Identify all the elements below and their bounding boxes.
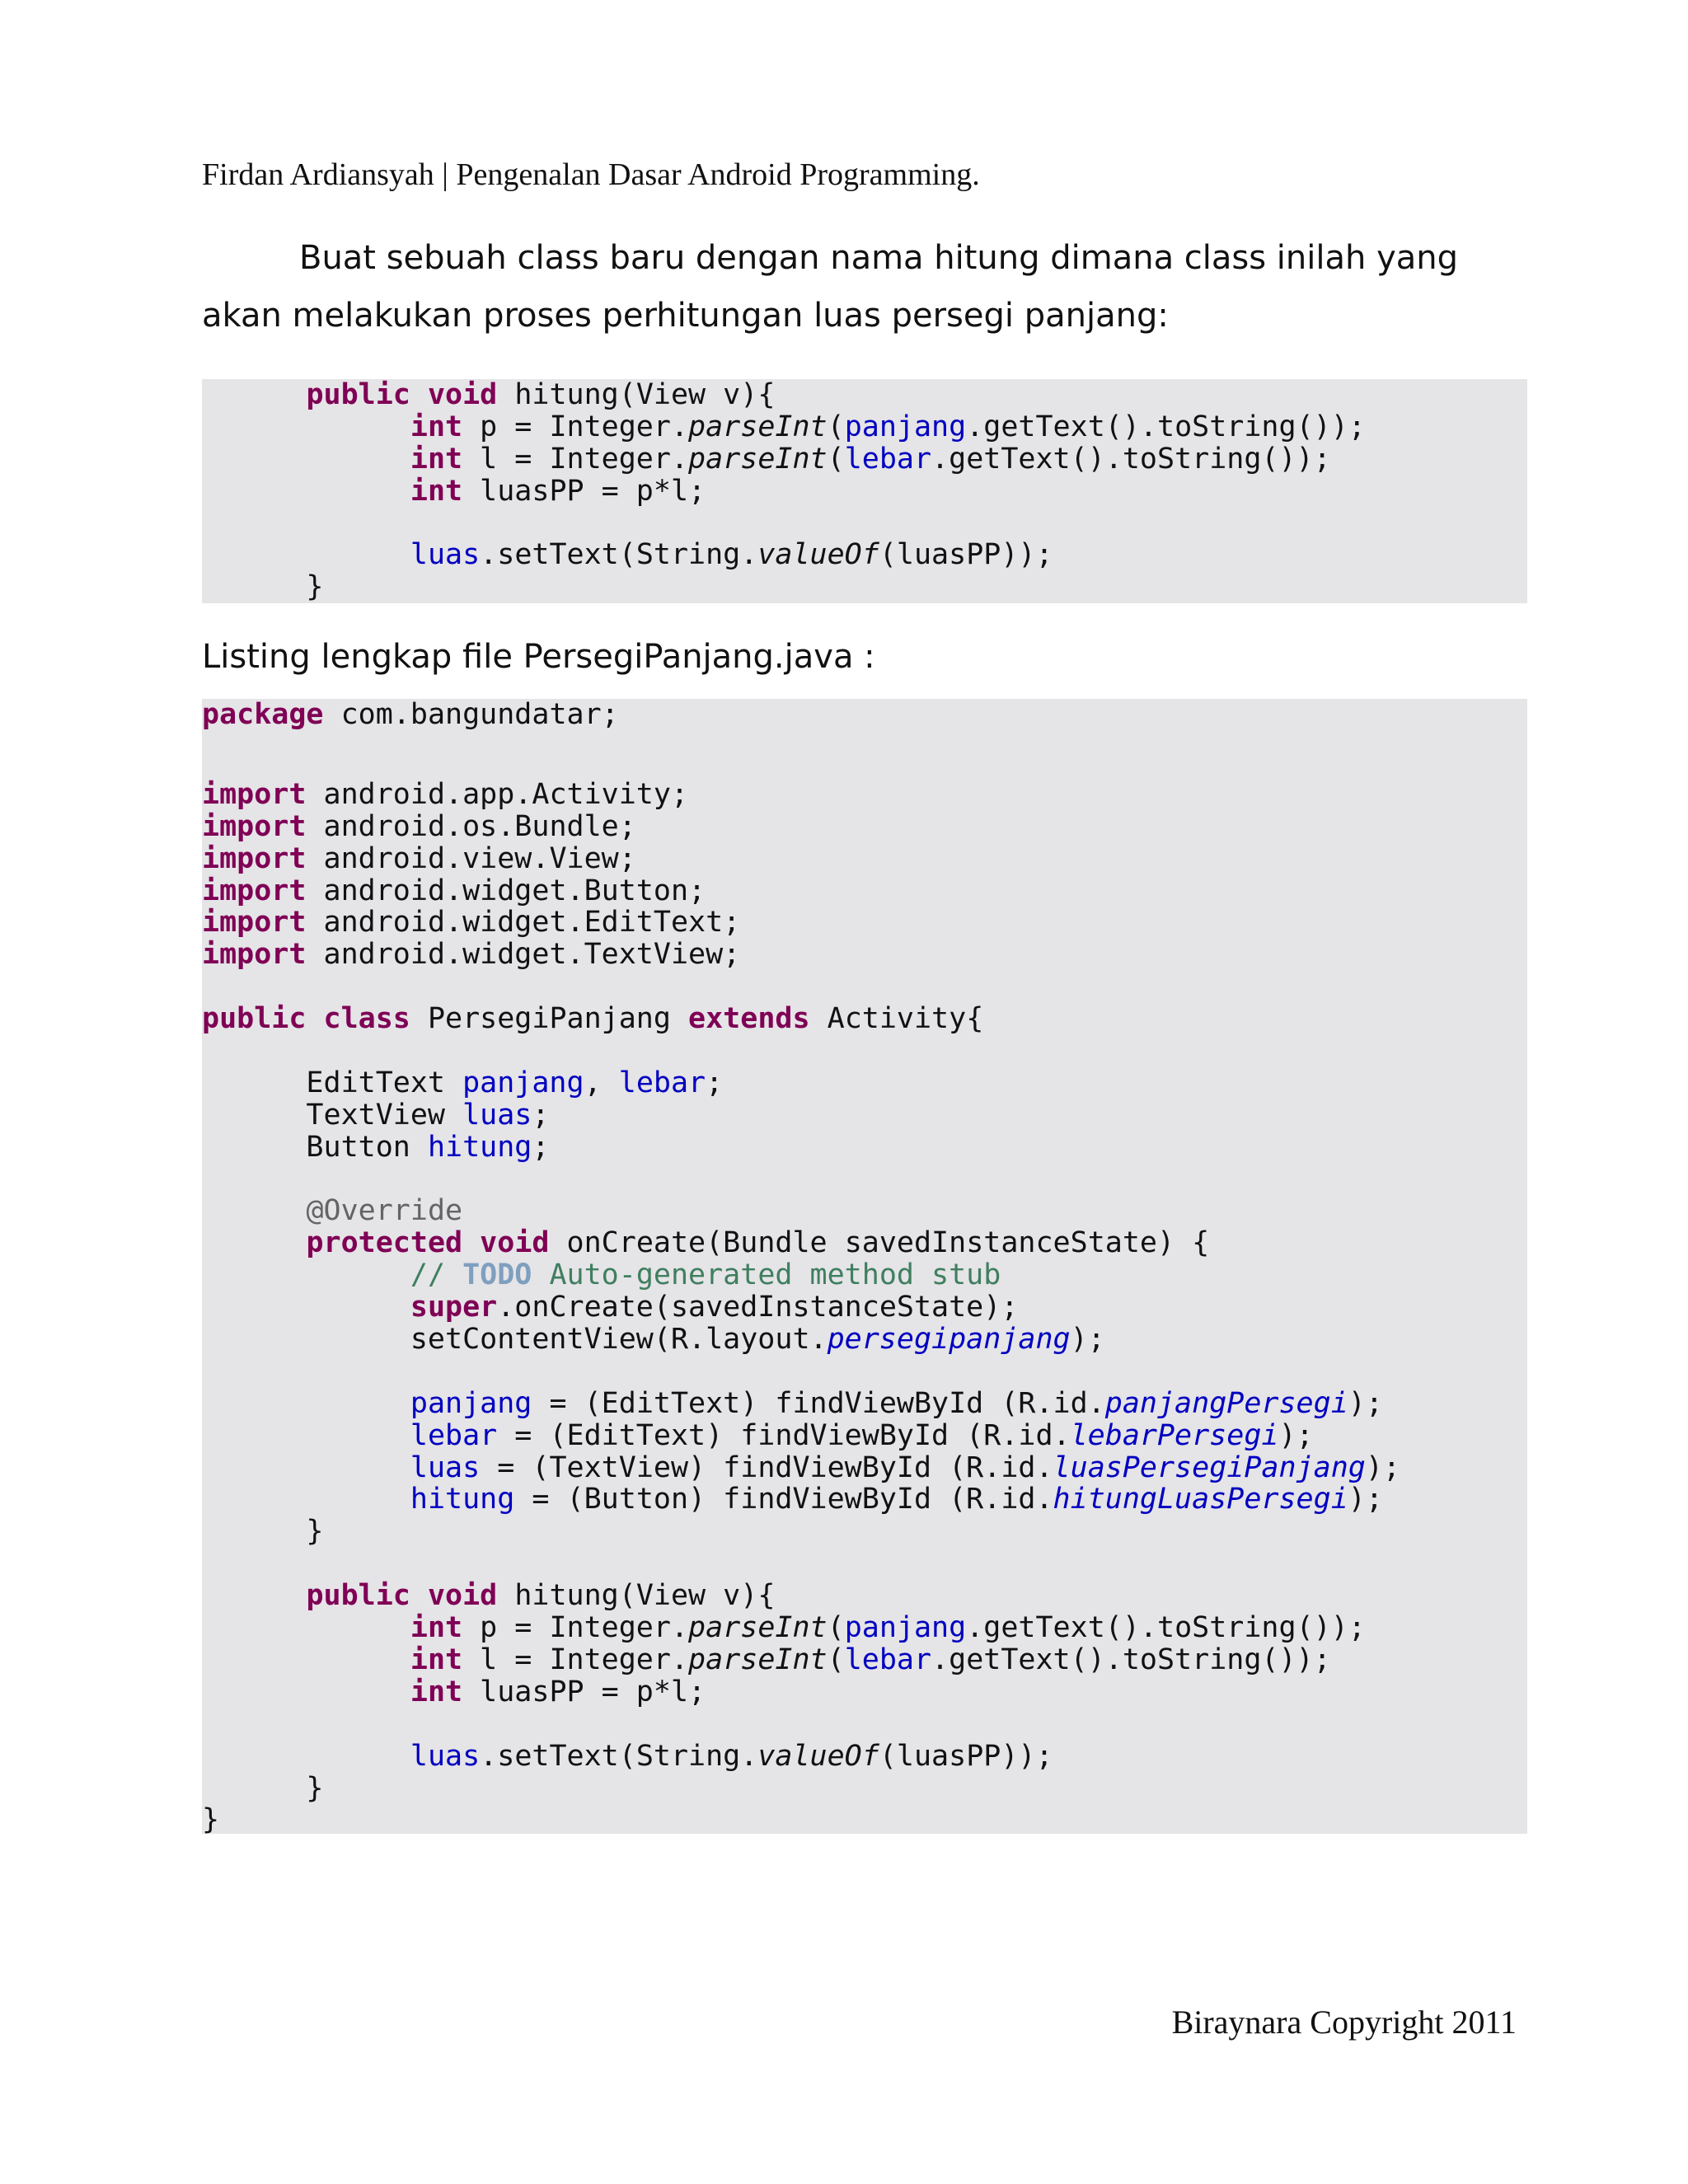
code-token: luasPP = p*l;	[462, 474, 706, 508]
code-token: }	[202, 1771, 324, 1805]
code-token: ;	[532, 1098, 550, 1132]
code-line	[202, 875, 1527, 907]
code-token: (	[827, 1643, 845, 1676]
code-token: .getText().toString());	[966, 410, 1366, 443]
code-token	[202, 1194, 306, 1227]
code-token: hitung	[427, 1130, 532, 1164]
code-token	[202, 475, 410, 508]
code-token: hitung(View v){	[497, 378, 776, 411]
code-line	[202, 379, 1527, 411]
code-line	[202, 1132, 1527, 1164]
code-line	[202, 476, 1527, 508]
code-line	[202, 779, 1527, 811]
code-token: }	[202, 570, 324, 604]
code-token: void	[427, 1579, 498, 1613]
code-token	[202, 443, 410, 476]
code-token: ;	[532, 1130, 550, 1164]
code-token: = (TextView) findViewById (R.id.	[480, 1451, 1053, 1484]
code-token: import	[202, 777, 307, 811]
code-token	[202, 1387, 410, 1420]
code-token: = (Button) findViewById (R.id.	[514, 1483, 1053, 1516]
code-token: persegipanjang	[827, 1323, 1071, 1357]
code-token: );	[1278, 1418, 1314, 1452]
code-line	[202, 1195, 1527, 1227]
code-token: lebarPersegi	[1070, 1418, 1279, 1452]
code-token: (	[827, 442, 845, 476]
code-line	[202, 1580, 1527, 1612]
code-token: }	[202, 1515, 324, 1549]
code-token: valueOf	[757, 1739, 879, 1773]
code-token: (	[827, 1611, 845, 1645]
code-line	[202, 1067, 1527, 1099]
code-line	[202, 1164, 1527, 1196]
code-token: import	[202, 938, 307, 972]
code-token: package	[202, 698, 324, 731]
code-token: super	[410, 1291, 498, 1324]
code-token	[462, 1226, 480, 1259]
code-token: public	[306, 1579, 410, 1613]
code-token: import	[202, 809, 307, 843]
code-line	[202, 1741, 1527, 1773]
code-token: ;	[706, 1066, 724, 1099]
code-token	[410, 1579, 428, 1612]
code-line	[202, 1388, 1527, 1420]
code-token: public	[306, 378, 410, 411]
code-token: TODO	[462, 1258, 532, 1292]
code-token: hitung	[410, 1483, 515, 1516]
code-line	[202, 1516, 1527, 1548]
code-token: void	[480, 1226, 550, 1260]
code-token: .onCreate(savedInstanceState);	[497, 1291, 1019, 1324]
code-line	[202, 1612, 1527, 1644]
code-token: .getText().toString());	[931, 442, 1331, 476]
code-token: int	[410, 410, 463, 443]
code-token: (luasPP));	[879, 538, 1053, 572]
code-token: android.view.View;	[306, 841, 636, 875]
code-token: PersegiPanjang	[410, 1002, 689, 1036]
code-token: );	[1348, 1483, 1383, 1516]
code-line	[202, 1227, 1527, 1259]
code-token	[202, 1483, 410, 1516]
listing-title: Listing lengkap file PersegiPanjang.java :	[202, 638, 875, 676]
code-token	[202, 538, 410, 571]
code-token: (luasPP));	[879, 1739, 1053, 1773]
code-line	[202, 971, 1527, 1003]
code-token: );	[1365, 1451, 1400, 1484]
code-token: android.app.Activity;	[306, 777, 689, 811]
code-token: import	[202, 841, 307, 875]
code-line	[202, 411, 1527, 443]
code-line	[202, 1324, 1527, 1356]
code-token: luas	[410, 1739, 481, 1773]
code-token	[202, 1643, 410, 1676]
code-token: TextView	[202, 1098, 463, 1132]
code-token: public	[202, 1002, 307, 1036]
code-token: //	[410, 1258, 463, 1292]
code-token: );	[1070, 1323, 1105, 1357]
code-token: protected	[306, 1226, 463, 1260]
code-token: import	[202, 906, 307, 940]
code-token: = (EditText) findViewById (R.id.	[497, 1418, 1071, 1452]
code-line	[202, 443, 1527, 476]
code-token: p = Integer.	[462, 410, 689, 443]
code-token: @Override	[306, 1194, 463, 1228]
code-token: luas	[410, 1451, 481, 1484]
code-token: int	[410, 1611, 463, 1645]
code-line	[202, 939, 1527, 971]
code-line	[202, 811, 1527, 843]
code-token: l = Integer.	[462, 1643, 689, 1676]
code-token: extends	[688, 1002, 810, 1036]
code-token: p = Integer.	[462, 1611, 689, 1645]
code-token	[202, 1451, 410, 1484]
code-token: setContentView(R.layout.	[202, 1323, 828, 1357]
code-token: onCreate(Bundle savedInstanceState) {	[549, 1226, 1210, 1260]
code-token	[202, 1291, 410, 1324]
code-token: int	[410, 474, 463, 508]
code-token: android.widget.Button;	[306, 874, 706, 907]
code-token: }	[202, 1803, 220, 1837]
code-token	[202, 410, 410, 443]
code-token: panjang	[462, 1066, 584, 1099]
code-token	[410, 378, 428, 411]
code-snippet-hitung	[202, 379, 1527, 603]
code-line	[202, 1003, 1527, 1035]
code-token: .setText(String.	[480, 1739, 758, 1773]
code-line	[202, 508, 1527, 540]
code-token	[202, 1579, 306, 1612]
code-line	[202, 1035, 1527, 1067]
code-token: panjang	[844, 410, 967, 443]
code-token: lebar	[844, 442, 932, 476]
code-token: import	[202, 874, 307, 907]
code-token: android.widget.TextView;	[306, 938, 741, 972]
code-token: );	[1348, 1386, 1383, 1420]
code-line	[202, 1644, 1527, 1676]
code-token	[202, 1675, 410, 1708]
code-listing-full	[202, 698, 1527, 1837]
intro-paragraph: Buat sebuah class baru dengan nama hitung dimana class inilah yang akan melakukan proses perhitungan luas persegi panjang:	[202, 239, 1458, 335]
code-token: EditText	[202, 1066, 463, 1099]
code-token	[202, 1226, 306, 1259]
code-token: ,	[584, 1066, 619, 1099]
code-token: parseInt	[688, 410, 828, 443]
code-token: lebar	[618, 1066, 706, 1099]
code-token: luas	[410, 538, 481, 572]
code-line	[202, 1291, 1527, 1324]
code-token: com.bangundatar;	[323, 698, 619, 731]
code-line	[202, 1676, 1527, 1708]
code-line	[202, 1259, 1527, 1291]
code-line	[202, 843, 1527, 875]
code-token	[202, 1419, 410, 1452]
code-token: .getText().toString());	[966, 1611, 1366, 1645]
code-token	[202, 1611, 410, 1644]
code-token: = (EditText) findViewById (R.id.	[532, 1386, 1105, 1420]
code-line	[202, 1452, 1527, 1484]
code-token: hitung(View v){	[497, 1579, 776, 1613]
page-footer: Biraynara Copyright 2011	[1171, 2004, 1517, 2041]
code-token: parseInt	[688, 442, 828, 476]
code-token: lebar	[410, 1418, 498, 1452]
code-token: Auto-generated method stub	[532, 1258, 1001, 1292]
code-line	[202, 571, 1527, 603]
code-token: panjang	[844, 1611, 967, 1645]
code-token: valueOf	[757, 538, 879, 572]
code-line	[202, 1483, 1527, 1516]
code-line	[202, 907, 1527, 939]
code-token: panjangPersegi	[1104, 1386, 1348, 1420]
code-token: panjang	[410, 1386, 532, 1420]
code-token: int	[410, 1643, 463, 1676]
code-line	[202, 1420, 1527, 1452]
code-line	[202, 731, 1527, 779]
code-token: android.widget.EditText;	[306, 906, 741, 940]
code-token	[202, 378, 306, 411]
code-token: luas	[462, 1098, 532, 1132]
code-token	[306, 1002, 323, 1035]
code-token: Activity{	[809, 1002, 984, 1036]
code-token: int	[410, 442, 463, 476]
code-token: hitungLuasPersegi	[1053, 1483, 1348, 1516]
code-line	[202, 699, 1527, 731]
code-token: l = Integer.	[462, 442, 689, 476]
code-token: Button	[202, 1130, 428, 1164]
code-line	[202, 539, 1527, 571]
code-token: lebar	[844, 1643, 932, 1676]
code-line	[202, 1356, 1527, 1388]
code-line	[202, 1548, 1527, 1580]
code-token: class	[323, 1002, 410, 1036]
code-token: parseInt	[688, 1611, 828, 1645]
code-line	[202, 1804, 1527, 1836]
code-token: luasPP = p*l;	[462, 1675, 706, 1708]
code-token	[202, 1258, 410, 1291]
page-header: Firdan Ardiansyah | Pengenalan Dasar Android Programming.	[202, 157, 980, 192]
code-token: .setText(String.	[480, 538, 758, 572]
code-token: parseInt	[688, 1643, 828, 1676]
code-token: .getText().toString());	[931, 1643, 1331, 1676]
code-token: void	[427, 378, 498, 411]
code-token: luasPersegiPanjang	[1053, 1451, 1366, 1484]
code-token	[202, 1740, 410, 1773]
code-token: (	[827, 410, 845, 443]
code-token: int	[410, 1675, 463, 1708]
code-line	[202, 1708, 1527, 1741]
code-token: android.os.Bundle;	[306, 809, 636, 843]
code-line	[202, 1099, 1527, 1132]
code-line	[202, 1773, 1527, 1805]
